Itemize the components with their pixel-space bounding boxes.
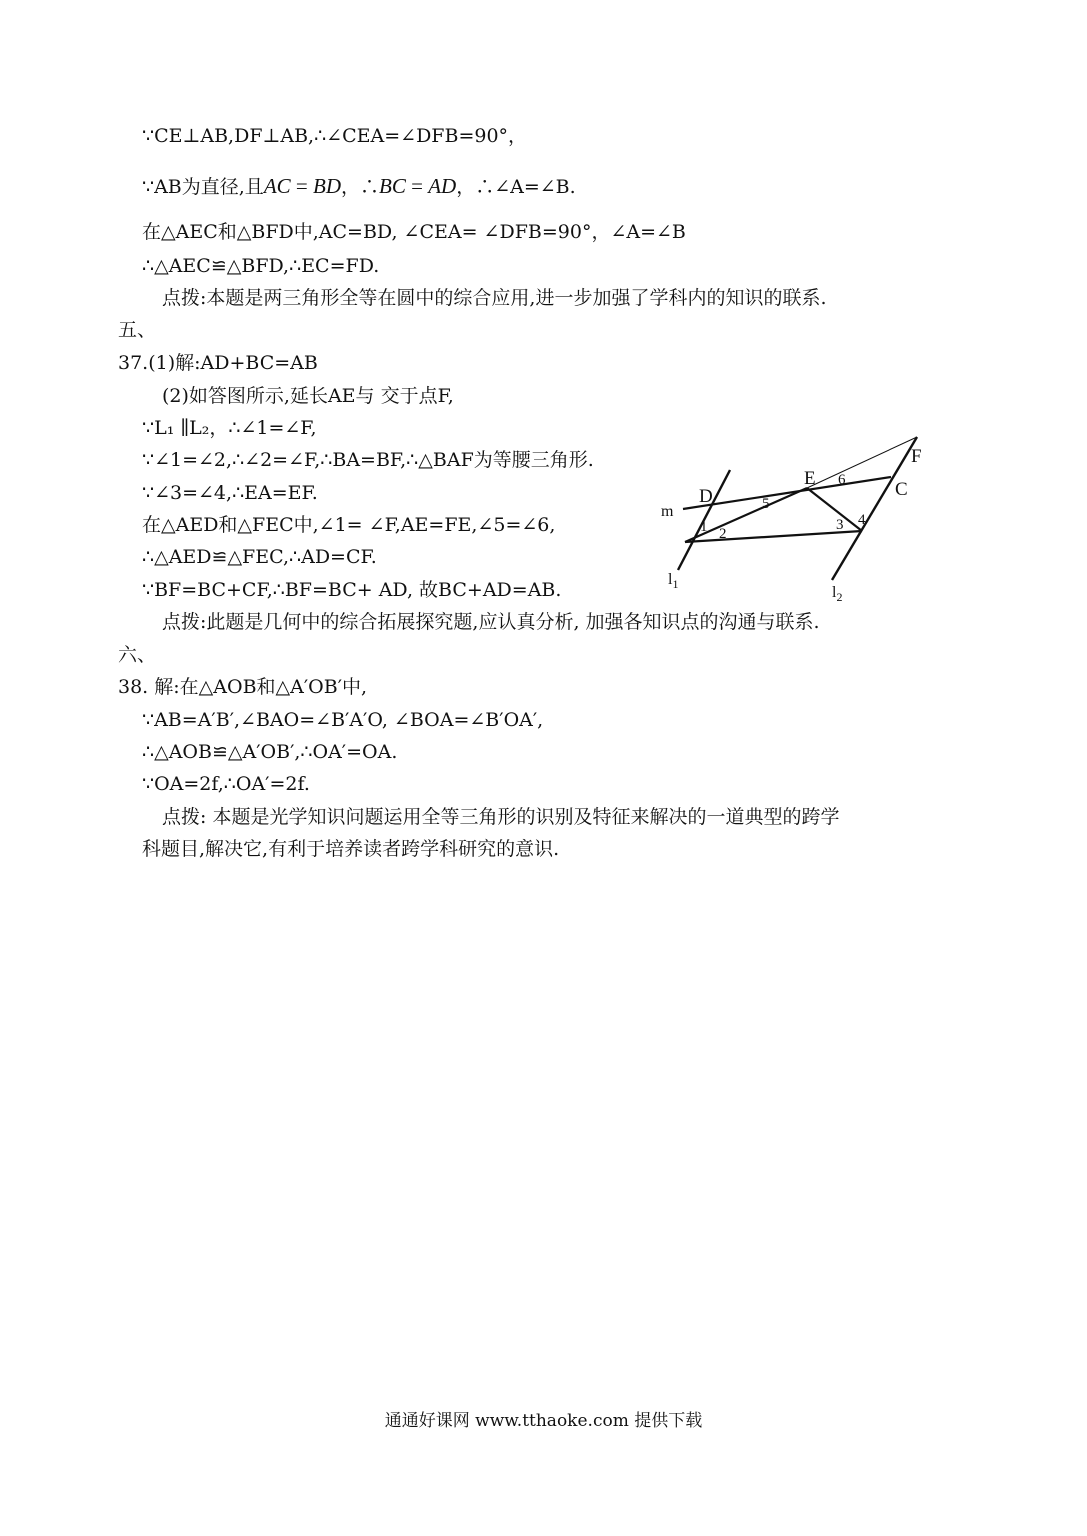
- page-footer: 通通好课网 www.tthaoke.com 提供下载: [384, 1411, 703, 1431]
- angle-label-2: 2: [719, 526, 727, 542]
- geometry-figure: [655, 432, 935, 607]
- section-heading-6: 六、: [118, 644, 157, 666]
- problem-37-part-2: (2)如答图所示,延长AE与 交于点F,: [162, 385, 454, 407]
- angle-label-4: 4: [858, 512, 866, 528]
- hint-paragraph-1: 点拨:本题是两三角形全等在圆中的综合应用,进一步加强了学科内的知识的联系.: [162, 287, 827, 309]
- math-operator: =: [290, 174, 313, 198]
- segment-eb: [807, 488, 862, 531]
- hint-paragraph-3-line-2: 科题目,解决它,有利于培养读者跨学科研究的意识.: [142, 838, 560, 860]
- problem-37-part-1: 37.(1)解:AD+BC=AB: [118, 352, 318, 374]
- hint-paragraph-3-line-1: 点拨: 本题是光学知识问题运用全等三角形的识别及特征来解决的一道典型的跨学: [162, 806, 840, 828]
- angle-label-3: 3: [836, 517, 844, 533]
- proof-line-20: ∵OA=2f,∴OA′=2f.: [142, 773, 310, 795]
- proof-line-1: ∵CE⊥AB,DF⊥AB,∴∠CEA=∠DFB=90°，: [142, 125, 528, 147]
- section-heading-5: 五、: [118, 319, 157, 341]
- line-l2: [832, 437, 917, 580]
- proof-line-12: 在△AED和△FEC中,∠1= ∠F,AE=FE,∠5=∠6,: [142, 514, 556, 536]
- label-f: F: [911, 446, 922, 467]
- math-term: BC: [379, 174, 406, 198]
- proof-text: ∵AB为直径,且: [142, 176, 264, 198]
- math-term: AC: [263, 174, 291, 198]
- line-m: [683, 477, 891, 509]
- label-c: C: [895, 479, 908, 500]
- math-term: AD: [428, 174, 457, 198]
- label-d: D: [699, 486, 713, 507]
- angle-label-1: 1: [700, 519, 708, 535]
- hint-paragraph-2: 点拨:此题是几何中的综合拓展探究题,应认真分析, 加强各知识点的沟通与联系.: [162, 611, 820, 633]
- label-e: E: [804, 468, 816, 489]
- label-l1: $l_1$: [668, 571, 679, 591]
- problem-38: 38. 解:在△AOB和△A′OB′中,: [118, 676, 368, 698]
- angle-label-5: 5: [762, 496, 770, 512]
- proof-text: ，∴∠A=∠B.: [456, 176, 576, 198]
- proof-line-11: ∵∠3=∠4,∴EA=EF.: [142, 482, 318, 504]
- angle-label-6: 6: [838, 472, 846, 488]
- proof-line-10: ∵∠1=∠2,∴∠2=∠F,∴BA=BF,∴△BAF为等腰三角形.: [142, 449, 594, 471]
- proof-line-14: ∵BF=BC+CF,∴BF=BC+ AD, 故BC+AD=AB.: [142, 579, 562, 601]
- label-m: m: [661, 503, 674, 520]
- proof-line-19: ∴△AOB≌△A′OB′,∴OA′=OA.: [142, 741, 398, 763]
- label-l2: $l_2$: [832, 584, 843, 604]
- proof-line-4: ∴△AEC≌△BFD,∴EC=FD.: [142, 255, 380, 277]
- math-operator: =: [405, 174, 429, 198]
- proof-line-18: ∵AB=A′B′,∠BAO=∠B′A′O, ∠BOA=∠B′OA′,: [142, 709, 544, 731]
- proof-line-13: ∴△AED≌△FEC,∴AD=CF.: [142, 546, 377, 568]
- math-term: BD: [313, 174, 341, 198]
- proof-text: ，∴: [341, 176, 380, 198]
- proof-line-9: ∵L₁ ∥L₂，∴∠1=∠F,: [142, 417, 317, 439]
- proof-line-3: 在△AEC和△BFD中,AC=BD, ∠CEA= ∠DFB=90°，∠A=∠B: [142, 221, 686, 243]
- proof-line-2: [142, 174, 576, 199]
